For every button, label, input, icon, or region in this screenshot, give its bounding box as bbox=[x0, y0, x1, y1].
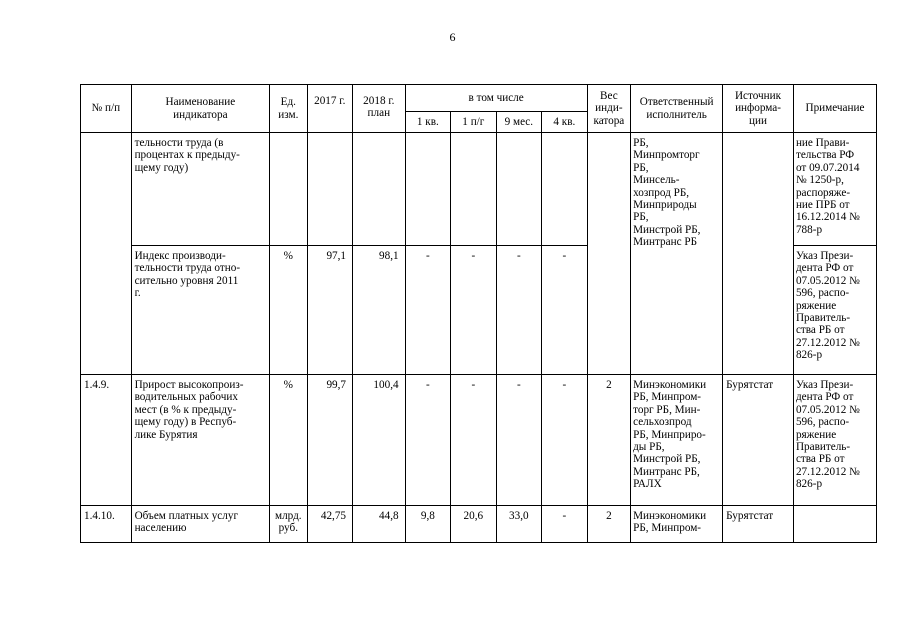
cell-unit: % bbox=[270, 246, 307, 375]
cell-2017: 42,75 bbox=[307, 506, 353, 543]
cell-responsible: Минэкономики РБ, Минпром- торг РБ, Мин- сельхозпрод РБ, Минприро- ды РБ, Минстрой РБ, Минтранс РБ, РАЛХ bbox=[631, 375, 723, 506]
table-row bbox=[81, 375, 877, 506]
cell-9m bbox=[496, 133, 542, 246]
cell-2018: 100,4 bbox=[353, 375, 406, 506]
cell-name: Объем платных услуг населению bbox=[131, 506, 270, 543]
header-2018: 2018 г. план bbox=[353, 85, 406, 133]
cell-h1: - bbox=[451, 375, 497, 506]
header-num: № п/п bbox=[81, 85, 132, 133]
cell-source: Бурятстат bbox=[723, 375, 794, 506]
cell-2017 bbox=[307, 133, 353, 246]
header-weight: Вес инди- катора bbox=[587, 85, 630, 133]
header-name: Наименование индикатора bbox=[131, 85, 270, 133]
cell-weight: 2 bbox=[587, 506, 630, 543]
cell-weight bbox=[587, 133, 630, 375]
header-h1: 1 п/г bbox=[451, 112, 497, 133]
header-q4: 4 кв. bbox=[542, 112, 588, 133]
header-responsible: Ответственный исполнитель bbox=[631, 85, 723, 133]
cell-q1: 9,8 bbox=[405, 506, 451, 543]
cell-q4: - bbox=[542, 246, 588, 375]
cell-name: Прирост высокопроиз- водительных рабочих мест (в % к предыду- щему году) в Респуб- лике Бурятия bbox=[131, 375, 270, 506]
cell-note: Указ Прези- дента РФ от 07.05.2012 № 596, распо- ряжение Правитель- ства РБ от 27.12.2012 № 826-р bbox=[793, 246, 876, 375]
cell-h1 bbox=[451, 133, 497, 246]
cell-unit: млрд. руб. bbox=[270, 506, 307, 543]
cell-q4 bbox=[542, 133, 588, 246]
header-note: Примечание bbox=[793, 85, 876, 133]
cell-num: 1.4.10. bbox=[81, 506, 132, 543]
header-including: в том числе bbox=[405, 85, 587, 112]
cell-weight: 2 bbox=[587, 375, 630, 506]
cell-2018 bbox=[353, 133, 406, 246]
header-9m: 9 мес. bbox=[496, 112, 542, 133]
cell-h1: 20,6 bbox=[451, 506, 497, 543]
cell-num bbox=[81, 133, 132, 375]
header-2017: 2017 г. bbox=[307, 85, 353, 133]
cell-q1: - bbox=[405, 246, 451, 375]
cell-name: Индекс производи- тельности труда отно- сительно уровня 2011 г. bbox=[131, 246, 270, 375]
cell-unit: % bbox=[270, 375, 307, 506]
cell-q1 bbox=[405, 133, 451, 246]
cell-note: ние Прави- тельства РФ от 09.07.2014 № 1250-р, распоряже- ние ПРБ от 16.12.2014 № 788-р bbox=[793, 133, 876, 246]
cell-9m: - bbox=[496, 375, 542, 506]
cell-q1: - bbox=[405, 375, 451, 506]
cell-h1: - bbox=[451, 246, 497, 375]
cell-num: 1.4.9. bbox=[81, 375, 132, 506]
indicators-table bbox=[80, 84, 877, 543]
cell-note: Указ Прези- дента РФ от 07.05.2012 № 596, распо- ряжение Правитель- ства РБ от 27.12.2012 № 826-р bbox=[793, 375, 876, 506]
header-unit: Ед. изм. bbox=[270, 85, 307, 133]
cell-note bbox=[793, 506, 876, 543]
cell-2017: 99,7 bbox=[307, 375, 353, 506]
cell-2018: 98,1 bbox=[353, 246, 406, 375]
header-source: Источник информа- ции bbox=[723, 85, 794, 133]
cell-q4: - bbox=[542, 375, 588, 506]
table-header-row bbox=[81, 85, 877, 112]
cell-source bbox=[723, 133, 794, 375]
cell-unit bbox=[270, 133, 307, 246]
cell-2017: 97,1 bbox=[307, 246, 353, 375]
page-number: 6 bbox=[449, 30, 456, 44]
cell-q4: - bbox=[542, 506, 588, 543]
cell-responsible: Минэкономики РБ, Минпром- bbox=[631, 506, 723, 543]
header-q1: 1 кв. bbox=[405, 112, 451, 133]
cell-responsible: РБ, Минпромторг РБ, Минсель- хозпрод РБ, Минприроды РБ, Минстрой РБ, Минтранс РБ bbox=[631, 133, 723, 375]
cell-9m: 33,0 bbox=[496, 506, 542, 543]
cell-9m: - bbox=[496, 246, 542, 375]
cell-2018: 44,8 bbox=[353, 506, 406, 543]
table-row bbox=[81, 133, 877, 246]
cell-source: Бурятстат bbox=[723, 506, 794, 543]
cell-name: тельности труда (в процентах к предыду- щему году) bbox=[131, 133, 270, 246]
table-row bbox=[81, 506, 877, 543]
